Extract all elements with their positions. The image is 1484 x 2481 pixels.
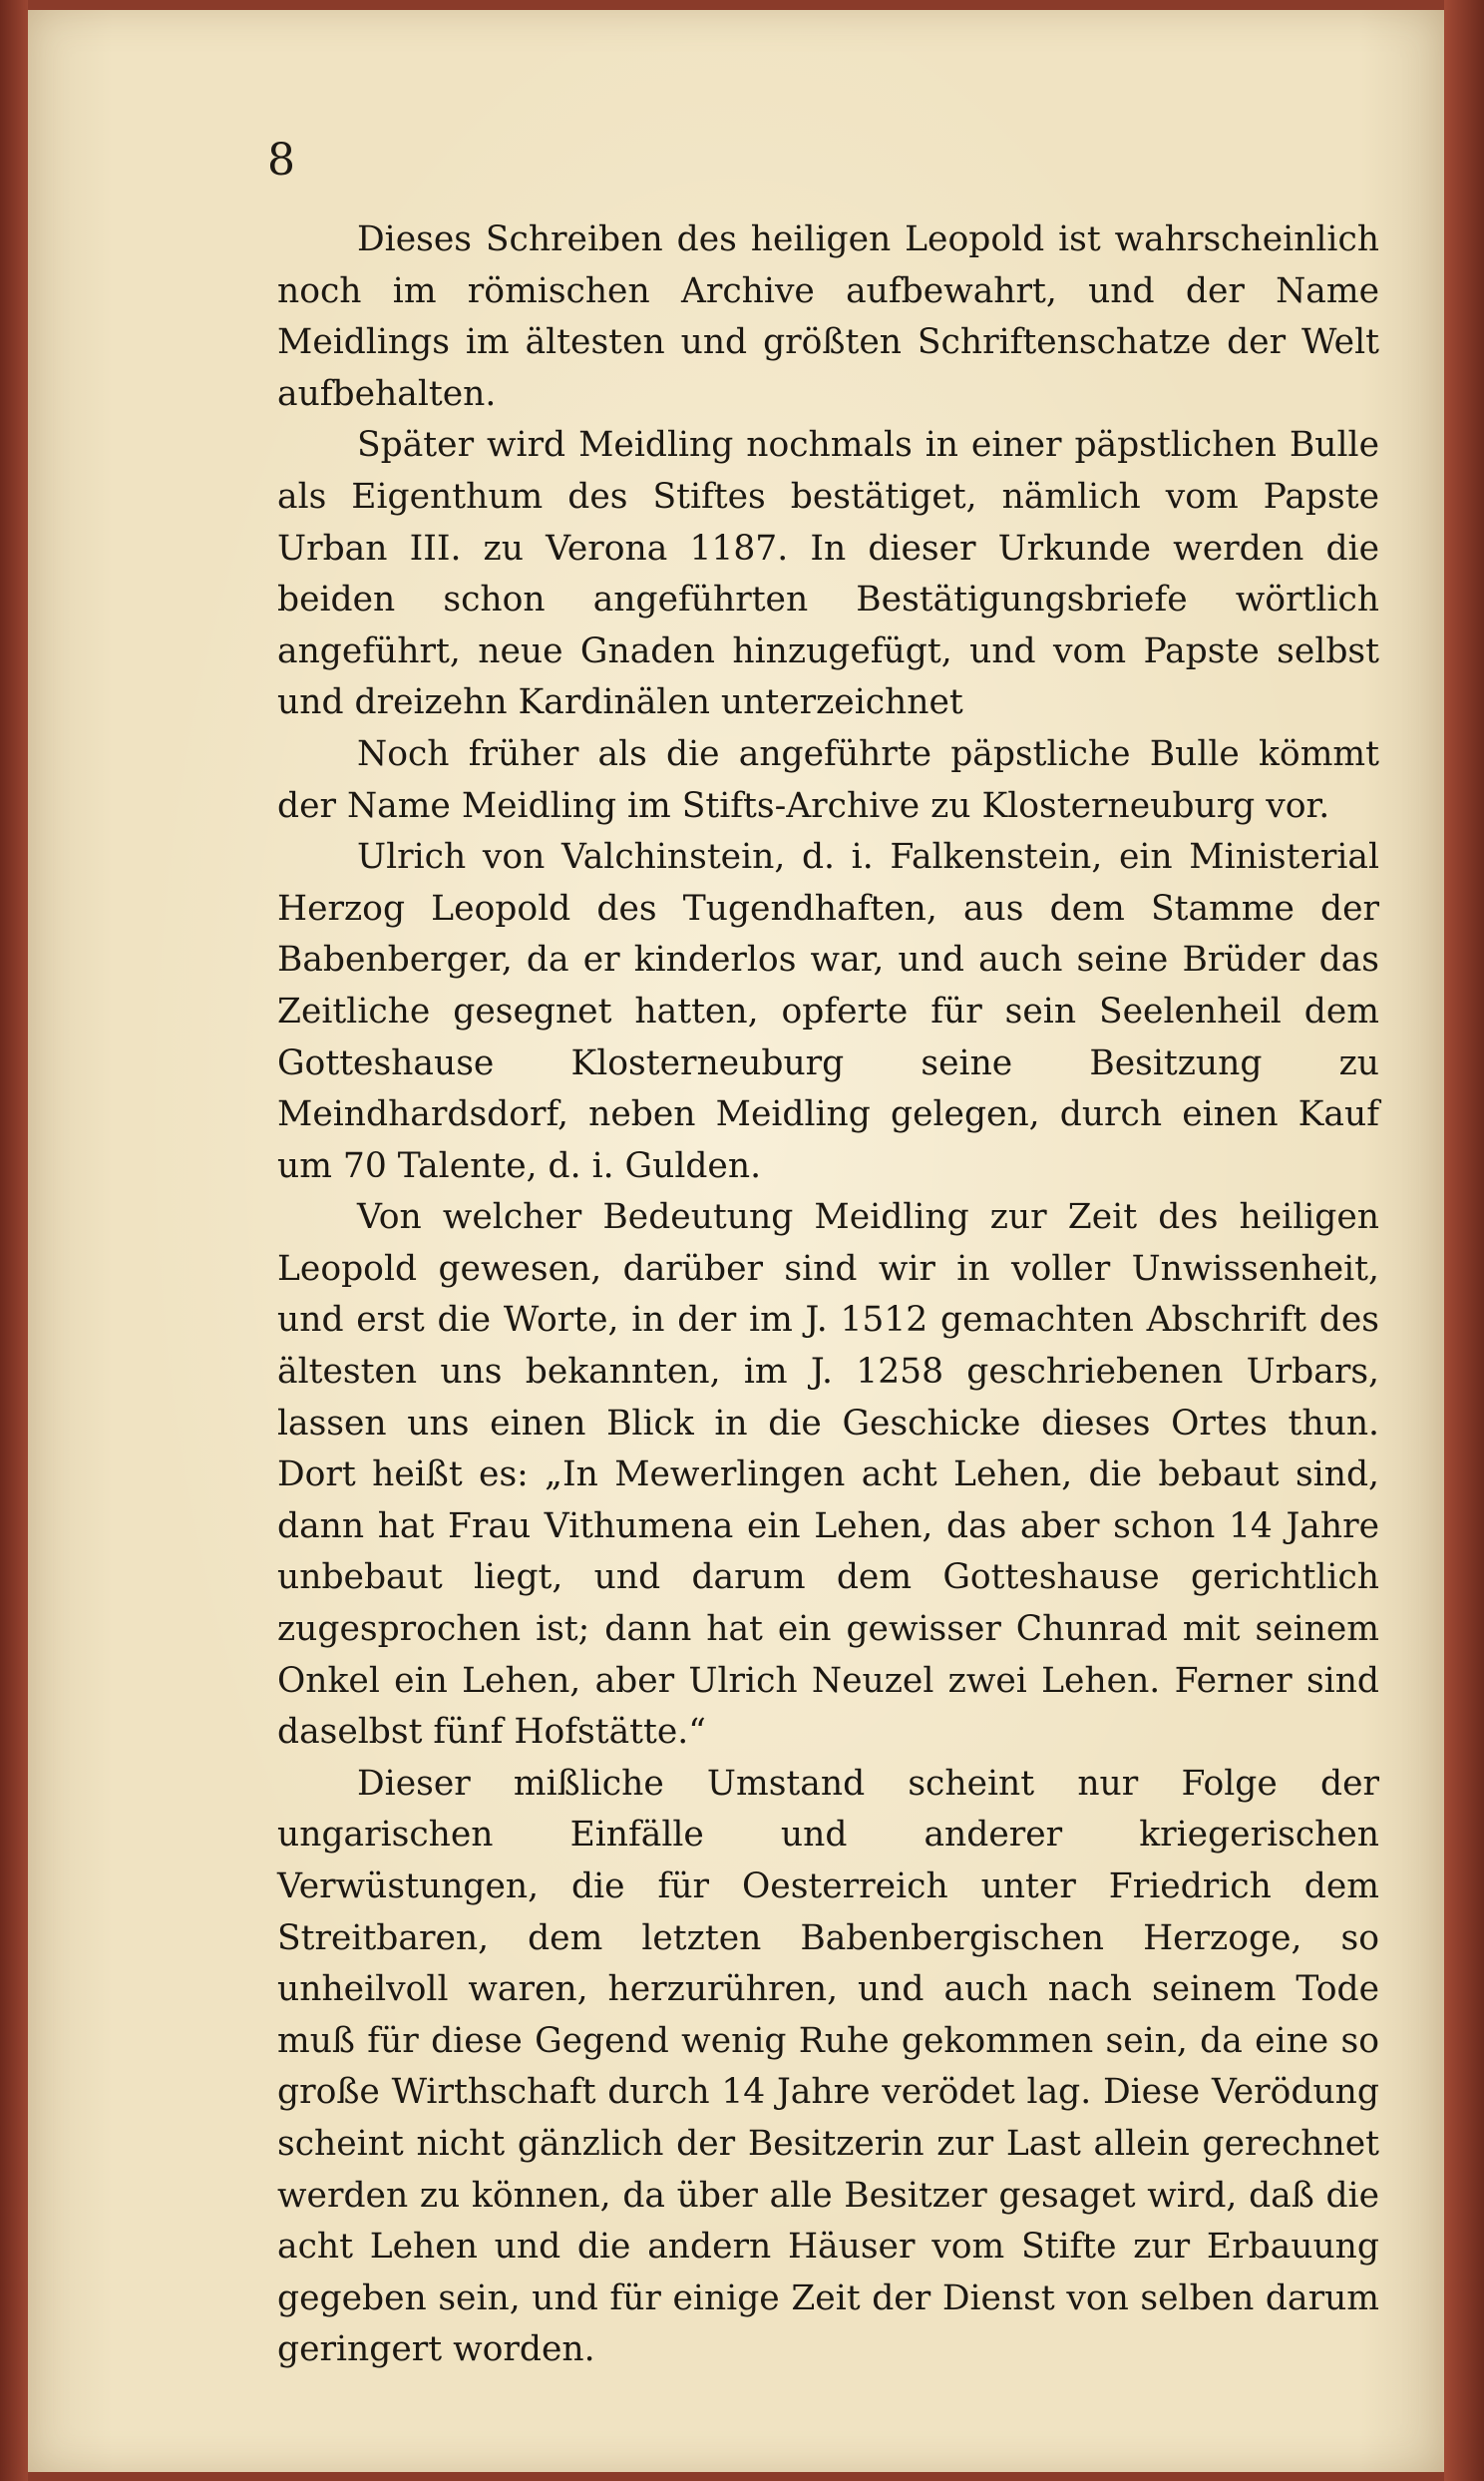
paragraph: Noch früher als die angeführte päpstliche Bulle kömmt der Name Meidling im Stifts-Archive zu Klosterneuburg vor. (277, 733, 1379, 826)
paragraph: Später wird Meidling nochmals in einer päpstlichen Bulle als Eigenthum des Stiftes bestätiget, nämlich vom Papste Urban III. zu Verona 1187. In dieser Urkunde werden die beiden schon angeführten Bestätigungsbriefe wörtlich angeführt, neue Gnaden hinzugefügt, und vom Papste selbst und dreizehn Kardinälen unterzeichnet (277, 425, 1379, 723)
body-text (277, 214, 1379, 2376)
paragraph: Von welcher Bedeutung Meidling zur Zeit des heiligen Leopold gewesen, darüber sind wir in voller Unwissenheit, und erst die Worte, in der im J. 1512 gemachten Abschrift des ältesten uns bekannten, im J. 1258 geschriebenen Urbars, lassen uns einen Blick in die Geschicke dieses Ortes thun. Dort heißt es: „In Mewerlingen acht Lehen, die bebaut sind, dann hat Frau Vithumena ein Lehen, das aber schon 14 Jahre unbebaut liegt, und darum dem Gotteshause gerichtlich zugesprochen ist; dann hat ein gewisser Chunrad mit seinem Onkel ein Lehen, aber Ulrich Neuzel zwei Lehen. Ferner sind daselbst fünf Hofstätte.“ (277, 1197, 1379, 1753)
book-binding-right (1444, 0, 1484, 2481)
paragraph: Dieser mißliche Umstand scheint nur Folge der ungarischen Einfälle und anderer kriegerischen Verwüstungen, die für Oesterreich unter Friedrich dem Streitbaren, dem letzten Babenbergischen Herzoge, so unheilvoll waren, herzurühren, und auch nach seinem Tode muß für diese Gegend wenig Ruhe gekommen sein, da eine so große Wirthschaft durch 14 Jahre verödet lag. Diese Verödung scheint nicht gänzlich der Besitzerin zur Last allein gerechnet werden zu können, da über alle Besitzer gesaget wird, daß die acht Lehen und die andern Häuser vom Stifte zur Erbauung gegeben sein, und für einige Zeit der Dienst von selben darum geringert worden. (277, 1763, 1379, 2370)
paragraph: Dieses Schreiben des heiligen Leopold ist wahrscheinlich noch im römischen Archive aufbewahrt, und der Name Meidlings im ältesten und größten Schriftenschatze der Welt aufbehalten. (277, 219, 1379, 414)
book-binding-left (0, 0, 28, 2481)
page-number: 8 (267, 135, 295, 186)
paragraph: Ulrich von Valchinstein, d. i. Falkenstein, ein Ministerial Herzog Leopold des Tugendhaften, aus dem Stamme der Babenberger, da er kinderlos war, und auch seine Brüder das Zeitliche gesegnet hatten, opferte für sein Seelenheil dem Gotteshause Klosterneuburg seine Besitzung zu Meindhardsdorf, neben Meidling gelegen, durch einen Kauf um 70 Talente, d. i. Gulden. (277, 837, 1379, 1186)
book-page (28, 10, 1444, 2472)
